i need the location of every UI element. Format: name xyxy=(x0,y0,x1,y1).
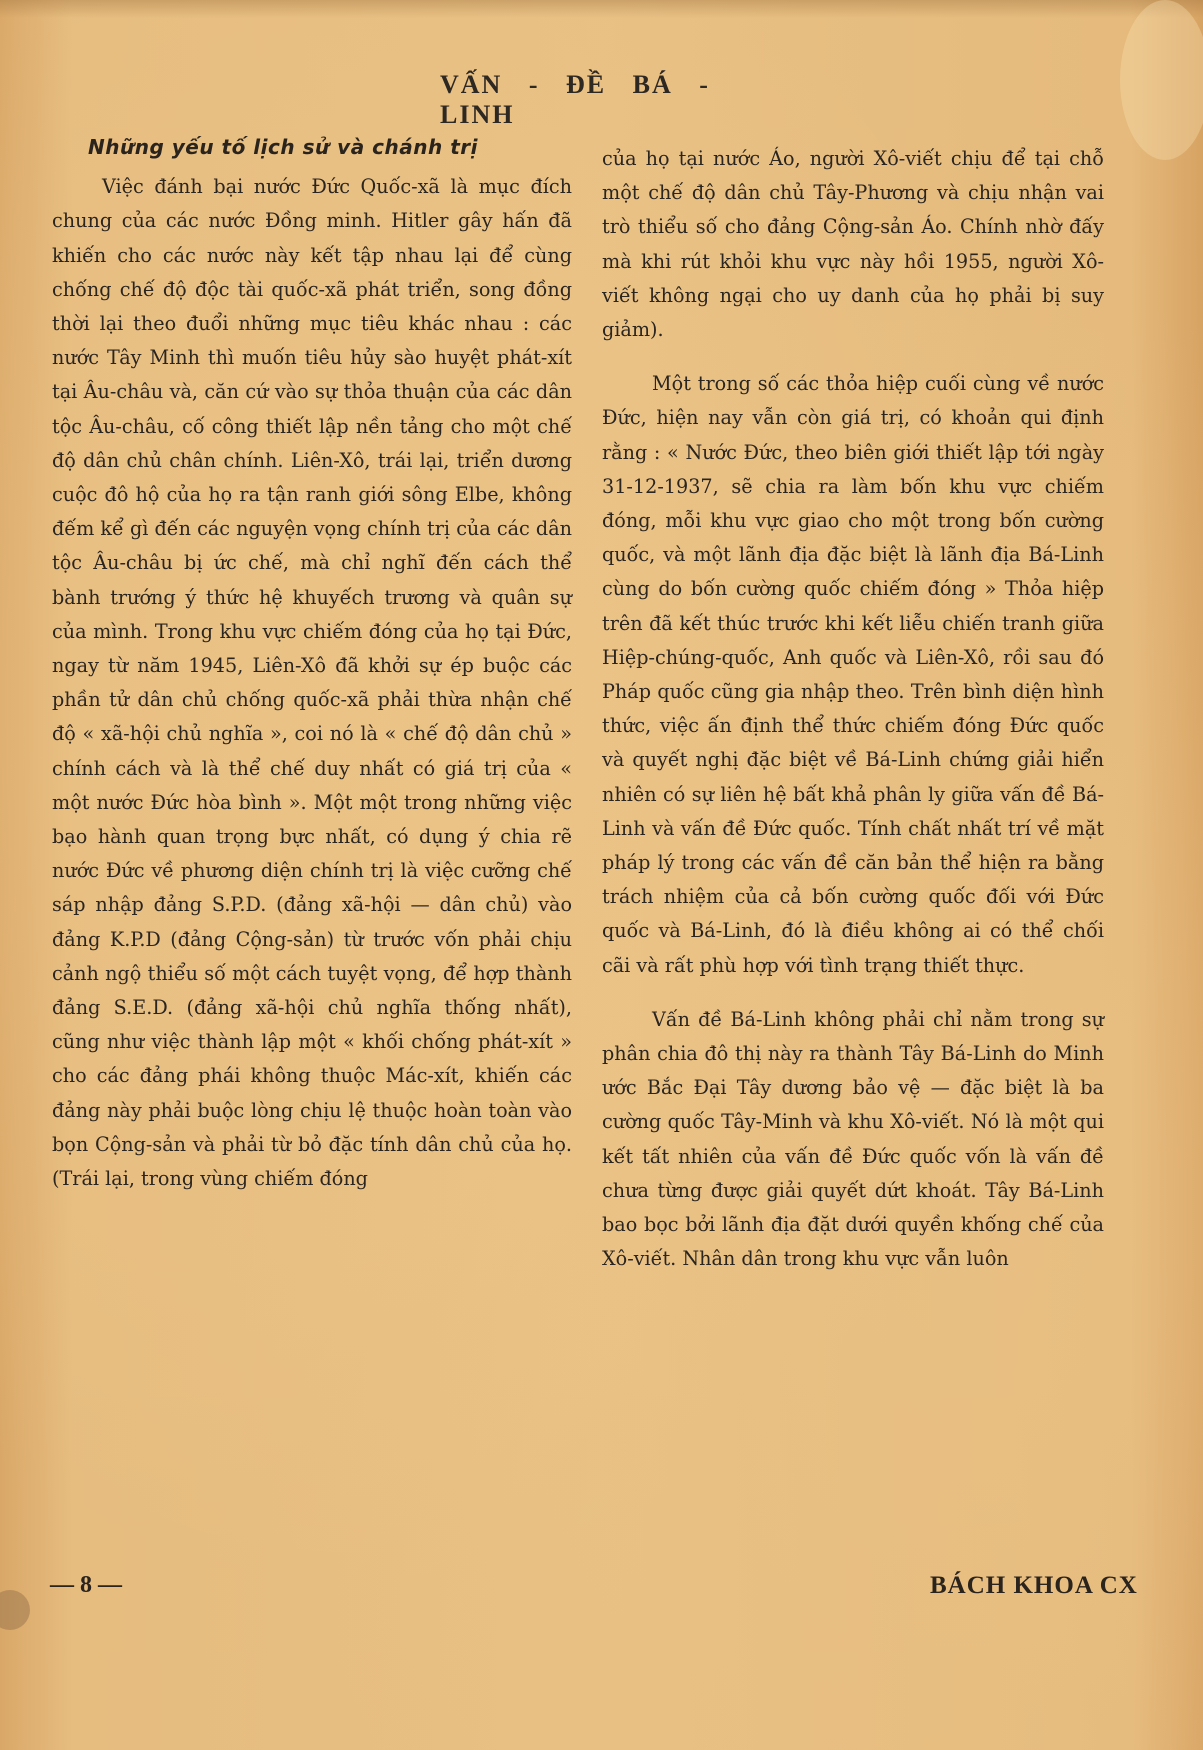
section-heading: Những yếu tố lịch sử và chánh trị xyxy=(88,135,478,159)
body-paragraph: của họ tại nước Áo, người Xô-viết chịu để tại chỗ một chế độ dân chủ Tây-Phương và chịu nhận vai trò thiểu số cho đảng Cộng-sản Áo. Chính nhờ đấy mà khi rút khỏi khu vực này hồi 1955, người Xô-viết không ngại cho uy danh của họ phải bị suy giảm). xyxy=(602,147,1104,342)
right-column xyxy=(602,142,1104,1277)
body-paragraph: Một trong số các thỏa hiệp cuối cùng về nước Đức, hiện nay vẫn còn giá trị, có khoản qui định rằng : « Nước Đức, theo biên giới thiết lập tới ngày 31-12-1937, sẽ chia ra làm bốn khu vực chiếm đóng, mỗi khu vực giao cho một trong bốn cường quốc, và một lãnh địa đặc biệt là lãnh địa Bá-Linh cùng do bốn cường quốc chiếm đóng » Thỏa hiệp trên đã kết thúc trước khi kết liễu chiến tranh giữa Hiệp-chúng-quốc, Anh quốc và Liên-Xô, rồi sau đó Pháp quốc cũng gia nhập theo. Trên bình diện hình thức, việc ấn định thể thức chiếm đóng Đức quốc và quyết nghị đặc biệt về Bá-Linh chứng giải hiển nhiên có sự liên hệ bất khả phân ly giữa vấn đề Bá-Linh và vấn đề Đức quốc. Tính chất nhất trí về mặt pháp lý trong các vấn đề căn bản thể hiện ra bằng trách nhiệm của cả bốn cường quốc đối với Đức quốc và Bá-Linh, đó là điều không ai có thể chối cãi và rất phù hợp với tình trạng thiết thực. xyxy=(602,372,1104,977)
left-column xyxy=(52,130,572,1196)
page-number: — 8 — xyxy=(50,1572,122,1598)
top-edge-shadow xyxy=(0,0,1203,18)
paper-stain xyxy=(0,1590,30,1630)
running-title: VẤN - ĐỀ BÁ - LINH xyxy=(440,70,710,129)
publication-name: BÁCH KHOA CX xyxy=(930,1572,1138,1599)
body-paragraph: Việc đánh bại nước Đức Quốc-xã là mục đích chung của các nước Đồng minh. Hitler gây hấn đã khiến cho các nước này kết tập nhau lại để cùng chống chế độ độc tài quốc-xã phát triển, song đồng thời lại theo đuổi những mục tiêu khác nhau : các nước Tây Minh thì muốn tiêu hủy sào huyệt phát-xít tại Âu-châu và, căn cứ vào sự thỏa thuận của các dân tộc Âu-châu, cố công thiết lập nền tảng cho một chế độ dân chủ chân chính. Liên-Xô, trái lại, triển dương cuộc đô hộ của họ ra tận ranh giới sông Elbe, không đếm kể gì đến các nguyện vọng chính trị của các dân tộc Âu-châu bị ức chế, mà chỉ nghĩ đến cách thể bành trướng ý thức hệ khuyếch trương và quân sự của mình. Trong khu vực chiếm đóng của họ tại Đức, ngay từ năm 1945, Liên-Xô đã khởi sự ép buộc các phần tử dân chủ chống quốc-xã phải thừa nhận chế độ « xã-hội chủ nghĩa », coi nó là « chế độ dân chủ » chính cách và là thể chế duy nhất có giá trị của « một nước Đức hòa bình ». Một một trong những việc bạo hành quan trọng bực nhất, có dụng ý chia rẽ nước Đức về phương diện chính trị là việc cưỡng chế sáp nhập đảng S.P.D. (đảng xã-hội — dân chủ) vào đảng K.P.D (đảng Cộng-sản) từ trước vốn phải chịu cảnh ngộ thiểu số một cách tuyệt vọng, để hợp thành đảng S.E.D. (đảng xã-hội chủ nghĩa thống nhất), cũng như việc thành lập một « khối chống phát-xít » cho các đảng phái không thuộc Mác-xít, khiến các đảng này phải buộc lòng chịu lệ thuộc hoàn toàn vào bọn Cộng-sản và phải từ bỏ đặc tính dân chủ của họ. (Trái lại, trong vùng chiếm đóng xyxy=(52,175,572,1191)
body-paragraph: Vấn đề Bá-Linh không phải chỉ nằm trong sự phân chia đô thị này ra thành Tây Bá-Linh do Minh ước Bắc Đại Tây dương bảo vệ — đặc biệt là ba cường quốc Tây-Minh và khu Xô-viết. Nó là một qui kết tất nhiên của vấn đề Đức quốc vốn là vấn đề chưa từng được giải quyết dứt khoát. Tây Bá-Linh bao bọc bởi lãnh địa đặt dưới quyền khống chế của Xô-viết. Nhân dân trong khu vực vẫn luôn xyxy=(602,1007,1104,1271)
paper-stain xyxy=(1120,0,1203,160)
